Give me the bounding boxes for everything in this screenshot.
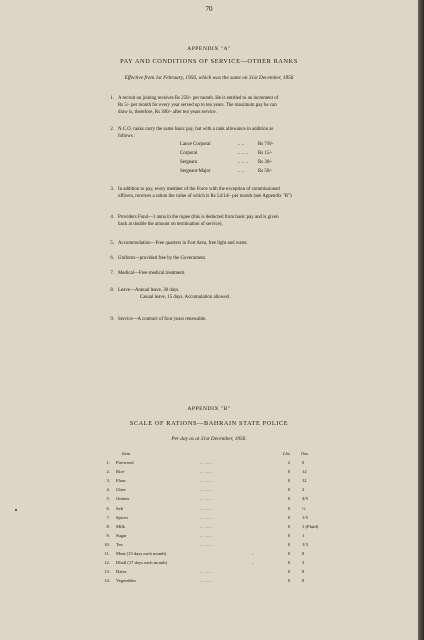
ration-ozs: 0 [302,460,305,465]
item-number: 7. [110,271,114,276]
ration-ozs: 1/5 [302,514,308,520]
ration-lbs: 0 [287,496,290,502]
ration-lbs: 0 [287,469,290,475]
item-text-line: Casual leave, 15 days. Accumulation allowed. [140,295,231,300]
ration-item: Tea [116,541,123,547]
rank-dots: .. .. .. [238,151,248,156]
ration-dots: .. [252,560,255,566]
ration-dots: .. [252,551,255,556]
ration-lbs: 0 [287,505,290,511]
item-text-line: draw is, therefore, Rs 300/- after ten years service. [118,110,217,115]
item-number: 2. [110,127,114,132]
rank-name: Lance Corporal [180,142,211,147]
ration-row-number: 1. [106,460,110,465]
ration-ozs: 1 [302,532,305,538]
ration-item: Meat (13 days each month) [116,551,167,556]
item-text-line: Providers Fund—1 anna in the rupee (this is deducted from basic pay and is given [118,215,279,220]
item-number: 5. [110,241,114,246]
item-number: 1. [110,96,114,101]
rank-dots: .. .. [238,169,245,174]
rank-name: Sergeant-Major [180,169,211,174]
ration-row-number: 7. [106,514,110,520]
ration-row-number: 2. [106,469,110,475]
ration-ozs: 8 [302,551,305,556]
ration-item: Spices [116,514,128,520]
ration-ozs: 12 [302,469,307,475]
rank-allowance: Rs 7/8/- [258,142,274,147]
ration-item: Dates [116,569,127,575]
item-text-line: Leave—Annual leave, 30 days. [118,288,180,293]
ration-item: Dhall (17 days each month) [116,560,168,566]
ration-dots: .. .. .. .. [200,532,213,538]
ration-lbs: 0 [287,523,290,529]
ration-item: Flour [116,478,126,484]
ration-ozs: ½ [302,505,306,511]
ration-lbs: 0 [287,487,290,493]
ration-row-number: 4. [106,487,110,493]
ration-dots: .. .. .. .. [200,569,213,575]
ration-item: Milk [116,523,125,529]
ration-item: Ghee [116,487,126,493]
ration-ozs: 1/3 [302,541,308,547]
rank-dots: .. .. .. [238,160,248,165]
ration-lbs: 0 [287,560,290,566]
appendix-b-subtitle: Per day as at 31st December, 1956. [171,436,247,442]
item-number: 9. [110,317,114,322]
ration-row-number: 8. [106,523,110,529]
appendix-b-heading: APPENDIX "B" [187,406,231,412]
ration-row-number: 9. [106,532,110,538]
margin-mark [15,509,17,511]
ration-ozs: 1 (Fluid) [302,523,319,529]
ration-row-number: 13. [104,569,110,575]
item-text-line: N.C.O. ranks carry the same basic pay, but with a rank allowance in addition as [118,127,274,132]
ration-item: Sugar [116,532,127,538]
ration-dots: .. .. .. .. [200,514,213,520]
appendix-a-effective-date: Effective from 1st February, 1956, which was the same on 31st December, 1956 [124,75,294,81]
ration-row-number: 10. [104,541,110,547]
ration-lbs: 0 [287,578,290,584]
ration-dots: .. .. .. .. [200,478,213,484]
item-text-line: Service—A contract of four years renewable. [118,317,207,322]
ration-dots: .. .. .. .. [200,487,213,493]
ration-row-number: 5. [106,496,110,502]
rank-allowance: Rs 15/- [258,151,273,156]
item-text-line: follows : [118,134,136,139]
ration-row-number: 11. [104,551,110,556]
appendix-b-title: SCALE OF RATIONS—BAHRAIN STATE POLICE [129,420,289,427]
appendix-a-heading: APPENDIX "A" [187,46,231,52]
ration-lbs: 0 [287,514,290,520]
ration-dots: .. .. .. .. [200,505,213,511]
ration-lbs: 0 [287,551,290,556]
ration-dots: .. .. .. .. [200,578,213,584]
rank-allowance: Rs 50/- [258,169,273,174]
ration-lbs: 2 [287,460,290,465]
ration-dots: .. .. .. .. [200,469,213,475]
ration-col-ozs: Ozs. [301,451,310,456]
item-number: 8. [110,288,114,293]
ration-col-item: Item [122,451,131,456]
ration-ozs: 8 [302,569,305,575]
ration-item: Rice [116,469,125,475]
item-text-line: In addition to pay, every member of the Force with the exception of commissioned [118,187,280,192]
item-number: 4. [110,215,114,220]
rank-dots: .. .. [238,142,245,147]
ration-item: Firewood [116,460,134,465]
ration-lbs: 0 [287,532,290,538]
ration-ozs: 8 [302,578,305,584]
ration-dots: .. .. .. .. [200,523,213,529]
ration-lbs: 0 [287,541,290,547]
item-number: 6. [110,256,114,261]
item-text-line: officers, receives a ration the value of which is Rs 54/14/- per month (see Appendix "B") [118,194,292,199]
page-number: 70 [205,5,213,13]
appendix-a-title: PAY AND CONDITIONS OF SERVICE—OTHER RANKS [120,58,298,65]
item-text-line: Rs 5/- per month for every year served up to ten years. The maximum pay he can [118,103,277,108]
ration-col-lbs: Lbs. [283,451,291,456]
page-edge-shadow [418,0,424,640]
ration-dots: .. .. .. .. [200,496,213,502]
ration-row-number: 14. [104,578,110,584]
rank-name: Sergeant [180,160,198,165]
item-text-line: A recruit on joining receives Rs 250/- per month. He is entitled to an increment of [118,96,279,101]
ration-ozs: 3 [302,560,305,566]
ration-lbs: 0 [287,478,290,484]
item-number: 3. [110,187,114,192]
ration-item: Onions [116,496,130,502]
item-text-line: Accommodation—Free quarters in Fort Area, free light and water. [118,241,248,246]
ration-lbs: 0 [287,569,290,575]
ration-dots: .. .. .. .. [200,460,213,465]
ration-ozs: 4/5 [302,496,308,502]
ration-row-number: 3. [106,478,110,484]
ration-row-number: 12. [104,560,110,566]
ration-item: Salt [116,505,124,511]
item-text-line: Uniform—provided free by the Government. [118,256,207,261]
ration-ozs: 12 [302,478,307,484]
item-text-line: back at double the amount on termination of service). [118,222,223,227]
ration-item: Vegetables [116,578,136,584]
item-text-line: Medical—Free medical treatment. [118,271,186,276]
rank-allowance: Rs 30/- [258,160,273,165]
ration-dots: .. .. .. .. [200,541,213,547]
ration-row-number: 6. [106,505,110,511]
rank-name: Corporal [180,151,198,156]
ration-ozs: 2 [302,487,305,493]
